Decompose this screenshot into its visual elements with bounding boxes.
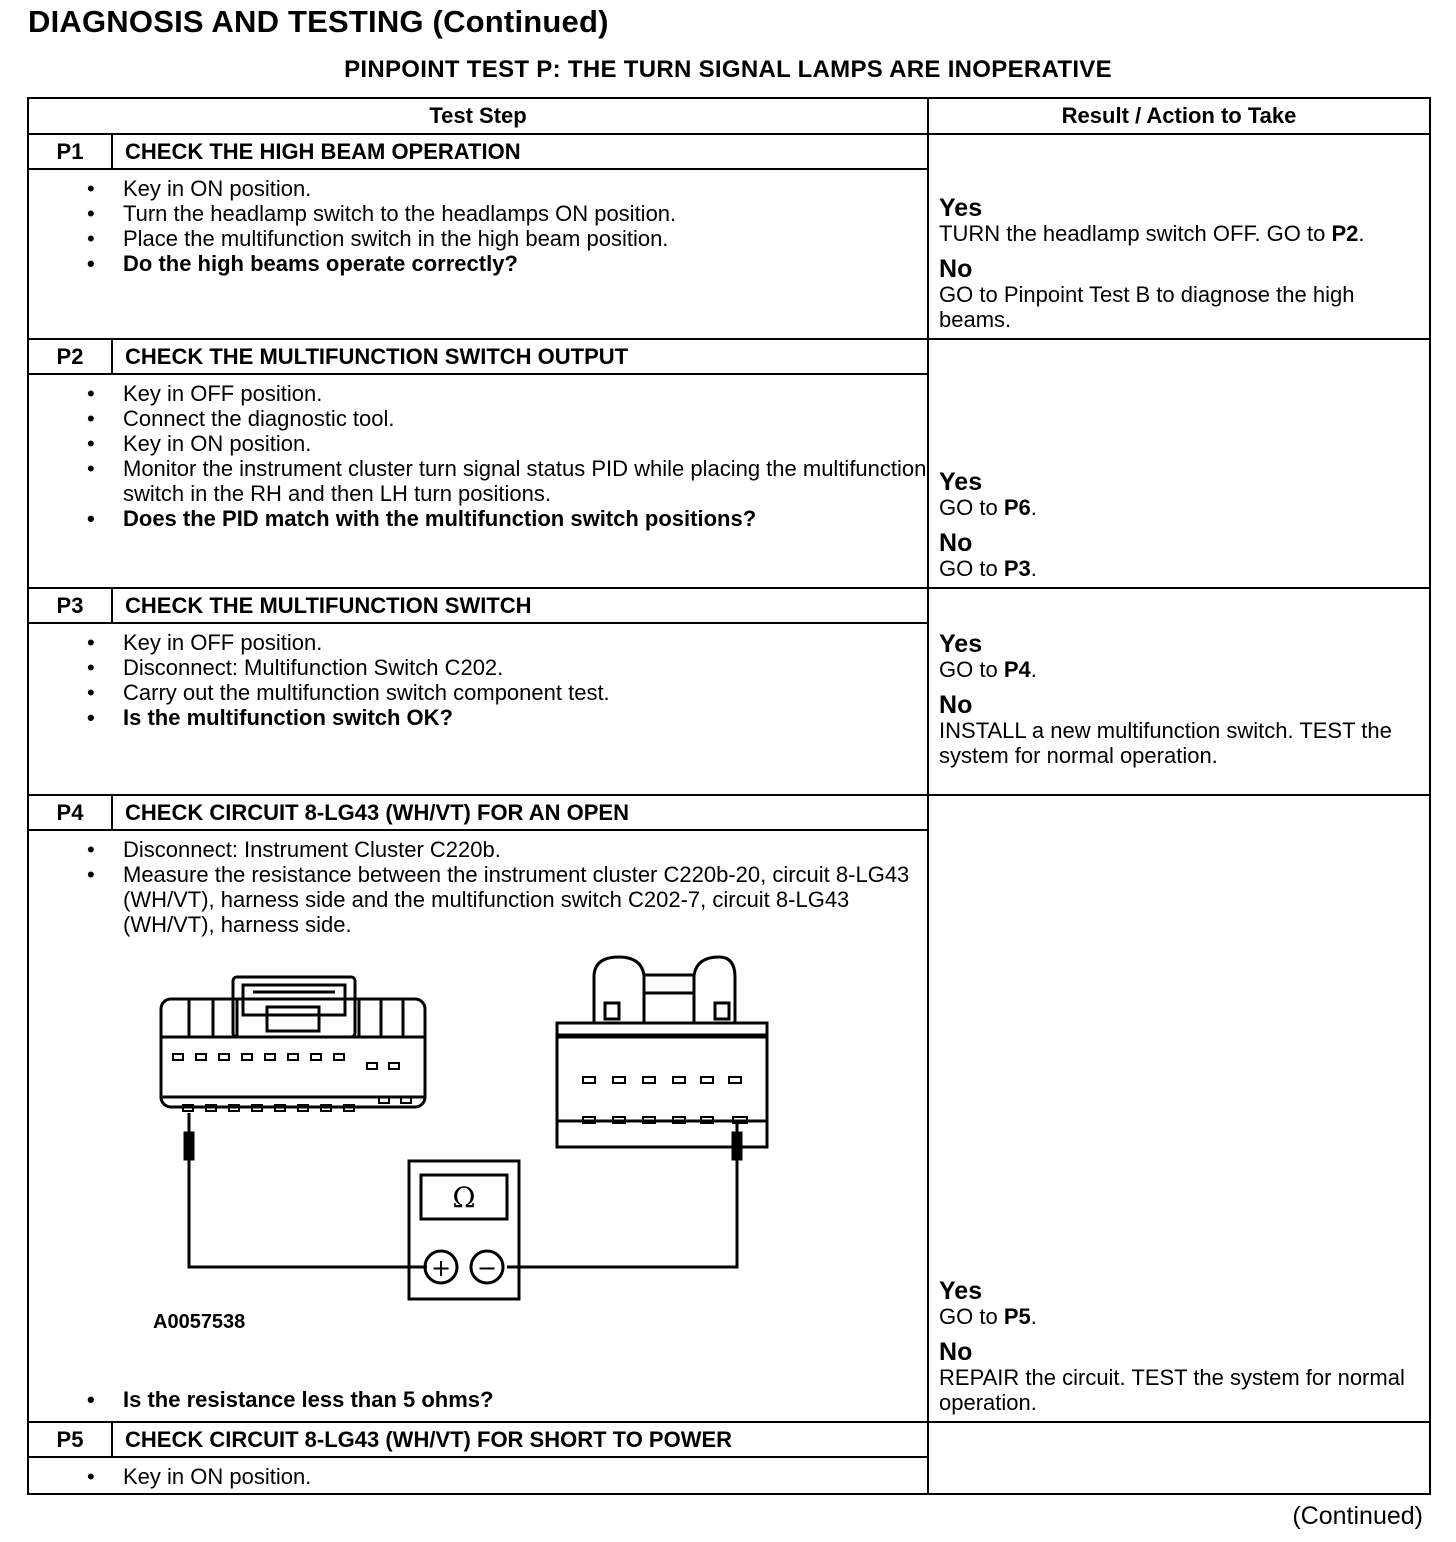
continued-label: (Continued) xyxy=(1292,1502,1423,1530)
col-header-result: Result / Action to Take xyxy=(928,98,1430,134)
step-title: CHECK THE HIGH BEAM OPERATION xyxy=(112,134,928,169)
svg-text:+: + xyxy=(430,1254,452,1282)
pinpoint-table xyxy=(27,97,1431,1495)
lead-wire-right xyxy=(507,1159,737,1267)
test-title: PINPOINT TEST P: THE TURN SIGNAL LAMPS ARE INOPERATIVE xyxy=(344,56,1112,83)
step-body: • Key in ON position. xyxy=(28,1457,928,1494)
col-header-step: Test Step xyxy=(28,98,928,134)
step-result: Yes GO to P5. No REPAIR the circuit. TEST the system for normal operation. xyxy=(928,795,1430,1422)
wiring-diagram xyxy=(29,937,927,1387)
step-body: • Key in ON position. • Turn the headlamp switch to the headlamps ON position. • Place the multifunction switch in the high beam position. • Do the high beams operate correctly? xyxy=(28,169,928,339)
step-number: P5 xyxy=(28,1422,112,1457)
figure-id: A0057538 xyxy=(153,1311,246,1333)
page-header: DIAGNOSIS AND TESTING (Continued) xyxy=(28,4,609,39)
step-result: Yes TURN the headlamp switch OFF. GO to P2. No GO to Pinpoint Test B to diagnose the high beams. xyxy=(928,134,1430,339)
connector-meter-illustration xyxy=(29,937,789,1387)
step-title: CHECK CIRCUIT 8-LG43 (WH/VT) FOR AN OPEN xyxy=(112,795,928,830)
step-title: CHECK CIRCUIT 8-LG43 (WH/VT) FOR SHORT TO POWER xyxy=(112,1422,928,1457)
step-number: P4 xyxy=(28,795,112,830)
step-number: P2 xyxy=(28,339,112,374)
step-body: • Key in OFF position. • Connect the diagnostic tool. • Key in ON position. • Monitor the instrument cluster turn signal status PID while placing the multifunction switch in the RH and then LH turn positions. • Does the PID match with the multifunction switch positions? xyxy=(28,374,928,588)
step-title: CHECK THE MULTIFUNCTION SWITCH OUTPUT xyxy=(112,339,928,374)
step-result: Yes GO to P4. No INSTALL a new multifunction switch. TEST the system for normal operation. xyxy=(928,588,1430,795)
step-body: • Key in OFF position. • Disconnect: Multifunction Switch C202. • Carry out the multifunction switch component test. • Is the multifunction switch OK? xyxy=(28,623,928,795)
probe-left-icon xyxy=(185,1133,193,1159)
step-number: P1 xyxy=(28,134,112,169)
step-body: • Disconnect: Instrument Cluster C220b. • Measure the resistance between the instrument cluster C220b-20, circuit 8-LG43 (WH/VT), harness side and the multifunction switch C202-7, circuit 8-LG43 (WH/VT), harness side. Ω + − A0057538 • Is the resistance less than 5 ohms? xyxy=(28,830,928,1422)
step-result: Yes GO to P6. No GO to P3. xyxy=(928,339,1430,588)
step-number: P3 xyxy=(28,588,112,623)
step-title: CHECK THE MULTIFUNCTION SWITCH xyxy=(112,588,928,623)
step-result xyxy=(928,1422,1430,1494)
svg-text:−: − xyxy=(476,1254,498,1282)
lead-wire-left xyxy=(189,1159,427,1267)
probe-right-icon xyxy=(733,1133,741,1159)
svg-text:Ω: Ω xyxy=(452,1181,476,1214)
